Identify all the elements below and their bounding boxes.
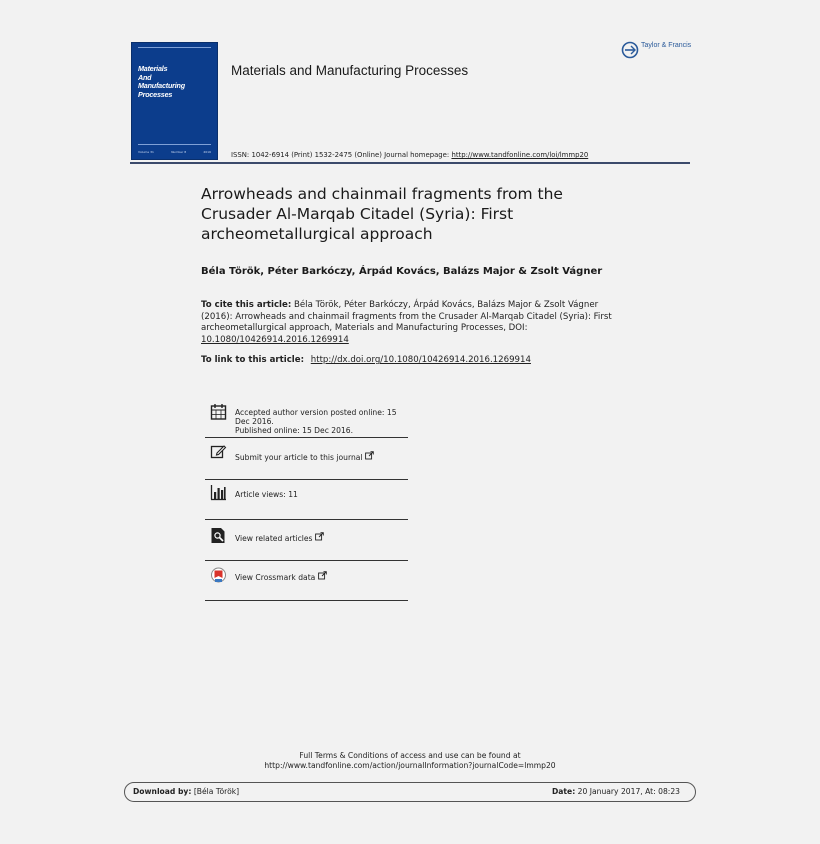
issn-text: ISSN: 1042-6914 (Print) 1532-2475 (Online) Journal homepage:	[231, 151, 450, 159]
publisher-logo	[621, 41, 693, 59]
external-link-icon	[315, 532, 324, 541]
cover-title-line: Materials	[138, 64, 168, 73]
crossmark-row[interactable]	[205, 561, 408, 601]
terms-line: Full Terms & Conditions of access and use can be found at	[299, 751, 521, 760]
journal-name: Materials and Manufacturing Processes	[231, 63, 469, 78]
cover-rule	[138, 47, 211, 48]
related-articles-row[interactable]	[205, 520, 408, 560]
panel-divider	[205, 600, 408, 601]
external-link-icon	[318, 571, 327, 580]
submit-article-row[interactable]	[205, 438, 408, 478]
issn-line	[231, 151, 588, 159]
external-link-icon	[365, 451, 374, 460]
download-info-bar	[124, 782, 696, 802]
cover-rule	[138, 144, 211, 145]
citation-text: Béla Török, Péter Barkóczy, Árpád Kovács, Balázs Major & Zsolt Vágner (2016): Arrowheads and chainmail fragments from the Crusader Al-Marqab Citadel (Syria): First archeometallurgical approach, Materials and Manufacturing Processes, DOI:	[201, 300, 612, 333]
header-divider	[130, 162, 690, 164]
downloaded-by	[133, 787, 239, 796]
cover-footer	[138, 150, 211, 154]
downloaded-by-label: Download by:	[133, 787, 192, 796]
cover-title-line: And	[138, 72, 152, 82]
downloaded-by-value: [Béla Török]	[193, 787, 240, 796]
cover-title	[138, 65, 216, 99]
edit-icon	[210, 443, 227, 460]
journal-cover-image	[131, 42, 218, 160]
crossmark-link[interactable]: View Crossmark data	[235, 573, 316, 582]
citation-doi-link[interactable]: 10.1080/10426914.2016.1269914	[201, 334, 349, 345]
crossmark-icon	[210, 567, 227, 584]
article-link-block	[201, 355, 641, 365]
article-authors: Béla Török, Péter Barkóczy, Árpád Kovács, Balázs Major & Zsolt Vágner	[201, 266, 603, 277]
cover-number: Number 8	[171, 150, 187, 154]
journal-homepage-link[interactable]: http://www.tandfonline.com/loi/lmmp20	[451, 151, 589, 159]
article-link-url[interactable]: http://dx.doi.org/10.1080/10426914.2016.1269914	[310, 355, 531, 365]
article-views: Article views: 11	[235, 490, 298, 499]
download-date	[552, 787, 680, 796]
download-date-value: 20 January 2017, At: 08:23	[577, 787, 680, 796]
publisher-logo-text: Taylor & Francis	[641, 42, 692, 49]
cover-title-line: Manufacturing	[138, 81, 185, 91]
calendar-icon	[210, 403, 227, 420]
cover-title-line: Processes	[138, 89, 173, 99]
terms-url[interactable]: http://www.tandfonline.com/action/journalInformation?journalCode=lmmp20	[264, 761, 556, 770]
article-link-label: To link to this article:	[201, 355, 305, 365]
article-title: Arrowheads and chainmail fragments from the Crusader Al-Marqab Citadel (Syria): First archeometallurgical approach	[201, 185, 563, 243]
cover-volume: Volume 31	[138, 150, 154, 154]
accepted-date: Accepted author version posted online: 15 Dec 2016.	[235, 408, 397, 426]
publication-dates-row	[205, 400, 408, 440]
citation-block	[201, 300, 621, 346]
bar-chart-icon	[210, 484, 227, 501]
article-views-row	[205, 480, 408, 520]
cover-year: 2016	[203, 150, 211, 154]
download-date-label: Date:	[552, 787, 576, 796]
document-search-icon	[210, 527, 227, 544]
published-date: Published online: 15 Dec 2016.	[235, 426, 354, 435]
terms-notice	[0, 751, 820, 771]
publisher-logo-icon	[621, 41, 639, 59]
submit-article-link[interactable]: Submit your article to this journal	[235, 453, 363, 462]
related-articles-link[interactable]: View related articles	[235, 534, 313, 543]
citation-label: To cite this article:	[201, 300, 292, 310]
